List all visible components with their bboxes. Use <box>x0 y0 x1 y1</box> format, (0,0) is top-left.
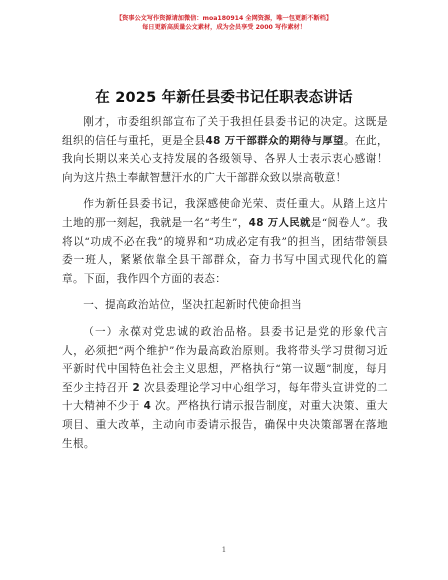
banner-line-1: 【资事公文写作资源请加微信：moa180914 全网资源，唯一包更新不断档】 <box>115 15 333 22</box>
paragraph-2-emphasis: 48 万人民就 <box>248 216 311 229</box>
paragraph-2 <box>62 195 388 288</box>
paragraph-1-emphasis: 48 万干部群众的期待与厚望 <box>205 134 344 147</box>
paragraph-2-text-c: 是“阅卷人”。我将以“功成不必在我”的境界和“功成必定有我”的担当，团结带领县委一班人，紧紧依靠全县干部群众，奋力书写中国式现代化的篇章。下面，我作四个方面的表态： <box>62 216 388 285</box>
paragraph-3-text-e: 次。严格执行请示报告制度，对重大决策、重大项目、重大改革，主动向市委请示报告，确保中央决策部署在落地生根。 <box>62 400 388 450</box>
paragraph-1-text-c: 。在此，我向长期以来关心支持发展的各级领导、各界人士表示衷心感谢！向为这片热土奉献智慧汗水的广大干部群众致以崇高敬意！ <box>62 134 388 184</box>
section-heading-1: 一、提高政治站位，坚决扛起新时代使命担当 <box>83 299 303 312</box>
banner-line-2: 每日更新高质量公文素材，成为会员享受 2000 写作素材！ <box>142 24 306 31</box>
header-banner <box>0 14 448 32</box>
paragraph-2-text-a: 作为新任县委书记，我深感使命光荣、责任重大。从踏上这片土地的那一刻起，我就是一名“考生”， <box>62 198 388 229</box>
page-number: 1 <box>221 546 227 554</box>
paragraph-1-text-a: 刚才，市委组织部宣布了关于我担任县委书记的决定。这既是组织的信任与重托，更是全县 <box>62 116 388 147</box>
paragraph-1 <box>62 113 388 187</box>
document-title: 在 2025 年新任县委书记任职表态讲话 <box>95 90 353 106</box>
document-body <box>62 113 388 461</box>
paragraph-3 <box>62 323 388 453</box>
paragraph-3-emphasis-2: 4 <box>143 400 152 413</box>
paragraph-3-text-a: （一）永葆对党忠诚的政治品格。县委书记是党的形象代言人，必须把“两个维护”作为最高政治原则。我将带头学习贯彻习近平新时代中国特色社会主义思想，严格执行“第一议题”制度，每月至少主持召开 <box>62 325 388 394</box>
paragraph-3-text-c: 次县委理论学习中心组学习，每年带头宣讲党的二十大精神不少于 <box>62 381 388 413</box>
paragraph-3-emphasis-1: 2 <box>132 381 141 394</box>
